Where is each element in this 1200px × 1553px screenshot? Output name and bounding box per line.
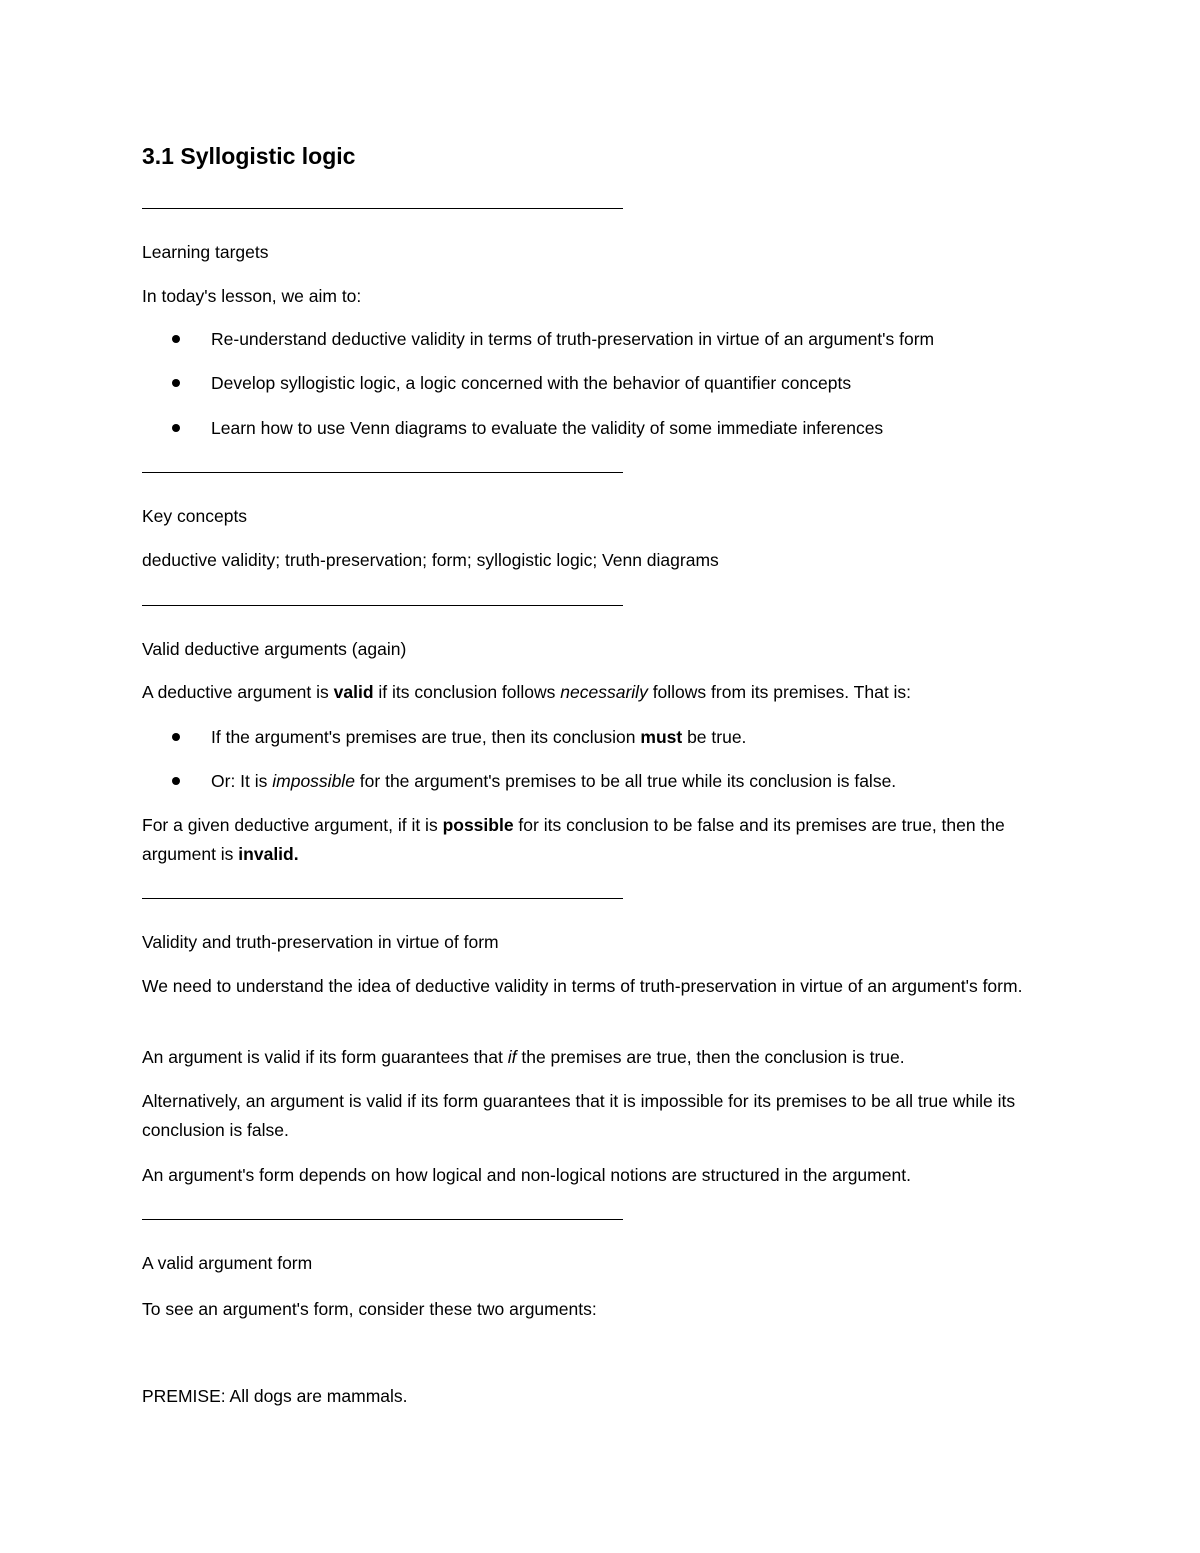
bullet-icon: [172, 379, 180, 387]
validity-form-heading: Validity and truth-preservation in virtue of form: [142, 932, 499, 952]
bullet-icon: [172, 335, 180, 343]
validity-form-paragraph-1: We need to understand the idea of deductive validity in terms of truth-preservation in virtue of an argument's form.: [142, 976, 1023, 996]
bullet-icon: [172, 777, 180, 785]
premise-line: PREMISE: All dogs are mammals.: [142, 1386, 408, 1406]
learning-targets-heading: Learning targets: [142, 242, 269, 262]
validity-definition: A deductive argument is valid if its conclusion follows necessarily follows from its premises. That is:: [142, 682, 912, 702]
validity-form-paragraph-3: Alternatively, an argument is valid if its form guarantees that it is impossible for its premises to be all true while its conclusion is false.: [142, 1091, 1016, 1140]
learning-targets-intro: In today's lesson, we aim to:: [142, 286, 362, 306]
list-item-text: Re-understand deductive validity in terms of truth-preservation in virtue of an argument's form: [211, 329, 935, 349]
page-title: 3.1 Syllogistic logic: [142, 143, 356, 169]
section-divider: [142, 472, 623, 473]
valid-form-heading: A valid argument form: [142, 1253, 313, 1273]
section-divider: [142, 898, 623, 899]
section-divider: [142, 1219, 623, 1220]
key-concepts-heading: Key concepts: [142, 506, 248, 526]
bullet-icon: [172, 424, 180, 432]
section-divider: [142, 208, 623, 209]
validity-form-paragraph-4: An argument's form depends on how logical and non-logical notions are structured in the argument.: [142, 1165, 911, 1185]
valid-deductive-heading: Valid deductive arguments (again): [142, 639, 407, 659]
list-item-text: Develop syllogistic logic, a logic concerned with the behavior of quantifier concepts: [211, 373, 852, 393]
key-concepts-text: deductive validity; truth-preservation; form; syllogistic logic; Venn diagrams: [142, 550, 719, 570]
invalid-definition: For a given deductive argument, if it is possible for its conclusion to be false and its premises are true, then the argument is invalid.: [142, 815, 1005, 864]
bullet-icon: [172, 733, 180, 741]
valid-form-intro: To see an argument's form, consider these two arguments:: [142, 1299, 597, 1319]
list-item-text: Learn how to use Venn diagrams to evaluate the validity of some immediate inferences: [211, 418, 884, 438]
validity-form-paragraph-2: An argument is valid if its form guarantees that if the premises are true, then the conclusion is true.: [142, 1047, 905, 1067]
list-item-text: Or: It is impossible for the argument's premises to be all true while its conclusion is false.: [211, 771, 897, 791]
list-item-text: If the argument's premises are true, then its conclusion must be true.: [211, 727, 747, 747]
section-divider: [142, 605, 623, 606]
